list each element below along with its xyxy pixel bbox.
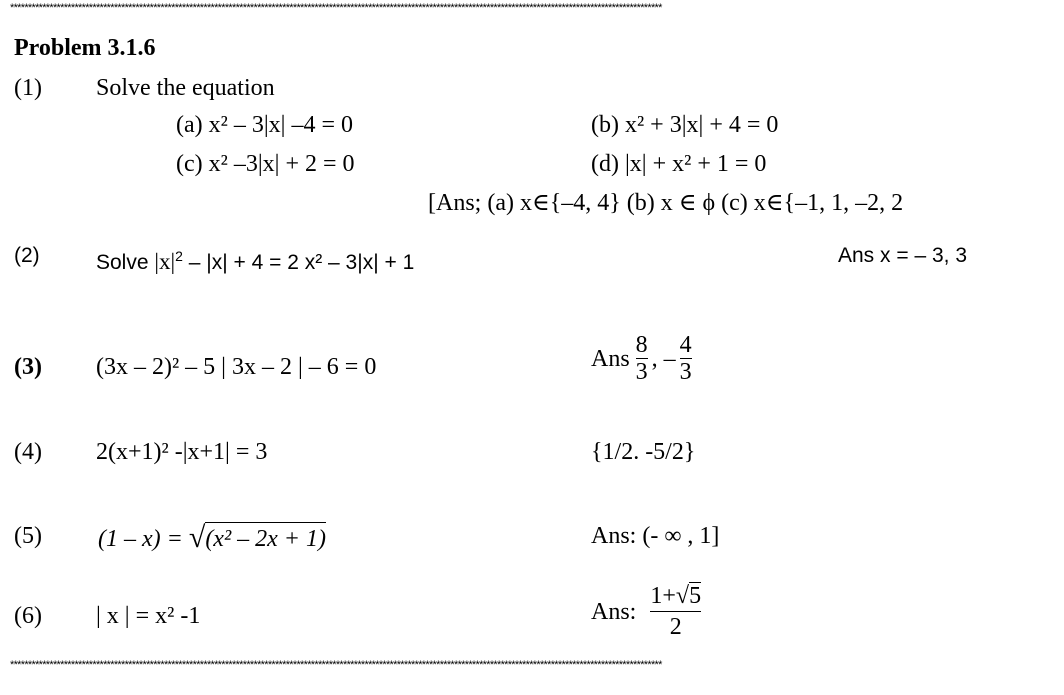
fraction-2-numerator: 4 bbox=[679, 332, 692, 358]
problem-1-number: (1) bbox=[14, 75, 42, 101]
problem-6-denominator: 2 bbox=[669, 614, 682, 640]
problem-6-equation: | x | = x² -1 bbox=[96, 603, 201, 629]
numerator-expr: 1+ bbox=[650, 583, 676, 609]
problem-6-number: (6) bbox=[14, 603, 42, 629]
problem-4-answer: {1/2. -5/2} bbox=[591, 439, 696, 465]
radical-sign-icon: √ bbox=[675, 583, 690, 609]
problem-2-rest: – |x| + 4 = 2 x² – 3|x| + 1 bbox=[188, 251, 415, 274]
problem-1-part-c: (c) x² –3|x| + 2 = 0 bbox=[176, 151, 355, 177]
bottom-separator: ************************************************************************************************************************************************************************************** bbox=[10, 660, 662, 671]
problem-2-number: (2) bbox=[14, 244, 40, 267]
sqrt-argument: 5 bbox=[689, 583, 702, 609]
problem-title: Problem 3.1.6 bbox=[14, 35, 156, 61]
problem-3-fraction-2 bbox=[680, 332, 692, 385]
problem-2-equation bbox=[96, 243, 414, 276]
fraction-1-denominator: 3 bbox=[635, 359, 648, 385]
problem-3-number: (3) bbox=[14, 354, 42, 380]
problem-6-fraction bbox=[650, 581, 701, 642]
problem-1-part-b: (b) x² + 3|x| + 4 = 0 bbox=[591, 112, 779, 138]
problem-1-prompt: Solve the equation bbox=[96, 75, 275, 101]
radical-sign-icon: √ bbox=[188, 521, 206, 554]
problem-2-solve-label: Solve bbox=[96, 251, 149, 274]
problem-2-abs-x: |x| bbox=[154, 249, 176, 274]
problem-5-equation bbox=[98, 522, 326, 553]
problem-1-part-d: (d) |x| + x² + 1 = 0 bbox=[591, 151, 767, 177]
problem-5-number: (5) bbox=[14, 523, 42, 549]
problem-3-ans-label: Ans bbox=[591, 345, 630, 372]
problem-3-answer bbox=[591, 332, 692, 385]
problem-3-separator: , – bbox=[651, 345, 676, 372]
problem-1-part-a: (a) x² – 3|x| –4 = 0 bbox=[176, 112, 353, 138]
top-separator: ************************************************************************************************************************************************************************************** bbox=[10, 3, 662, 14]
problem-6-answer bbox=[591, 581, 701, 642]
problem-6-ans-label: Ans: bbox=[591, 598, 637, 625]
problem-1-answer: [Ans; (a) x∈{–4, 4} (b) x ∈ ϕ (c) x∈{–1, 1, –2, 2 bbox=[428, 190, 904, 216]
problem-2-exponent: 2 bbox=[175, 248, 183, 264]
fraction-1-numerator: 8 bbox=[635, 332, 648, 358]
problem-3-fraction-1 bbox=[636, 332, 648, 385]
problem-6-numerator bbox=[650, 581, 701, 611]
problem-2-answer: Ans x = – 3, 3 bbox=[838, 244, 967, 267]
problem-4-number: (4) bbox=[14, 439, 42, 465]
problem-5-answer: Ans: (- ∞ , 1] bbox=[591, 523, 720, 549]
fraction-2-denominator: 3 bbox=[679, 359, 692, 385]
problem-5-lhs: (1 – x) = bbox=[98, 526, 183, 552]
problem-3-equation: (3x – 2)² – 5 | 3x – 2 | – 6 = 0 bbox=[96, 354, 377, 380]
problem-4-equation: 2(x+1)² -|x+1| = 3 bbox=[96, 439, 268, 465]
problem-5-radicand: (x² – 2x + 1) bbox=[205, 522, 326, 553]
